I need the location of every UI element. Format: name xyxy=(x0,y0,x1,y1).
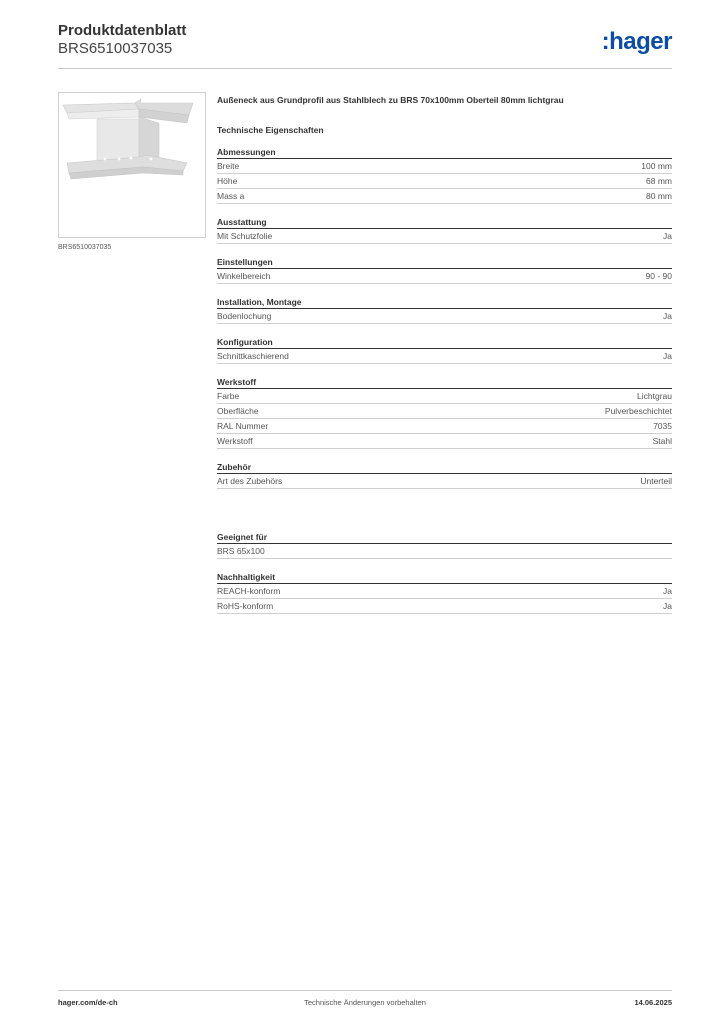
spec-group-title: Ausstattung xyxy=(217,216,672,229)
spec-label: Art des Zubehörs xyxy=(217,476,283,486)
spec-value: Ja xyxy=(663,351,672,361)
spec-group-title: Einstellungen xyxy=(217,256,672,269)
spec-label: Höhe xyxy=(217,176,238,186)
spec-value: Ja xyxy=(663,586,672,596)
product-image xyxy=(58,92,206,238)
spec-group xyxy=(217,296,672,324)
footer-divider xyxy=(58,990,672,991)
footer-website: hager.com/de-ch xyxy=(58,998,118,1007)
spec-value: Pulverbeschichtet xyxy=(604,406,672,416)
spec-value: Ja xyxy=(663,231,672,241)
spec-group-title: Geeignet für xyxy=(217,531,672,544)
footer-date: 14.06.2025 xyxy=(634,998,672,1007)
spec-row xyxy=(217,189,672,204)
spec-label: Farbe xyxy=(217,391,240,401)
spec-value: Stahl xyxy=(652,436,672,446)
product-title: Außeneck aus Grundprofil aus Stahlblech zu BRS 70x100mm Oberteil 80mm lichtgrau xyxy=(217,95,564,105)
spec-label: REACH-konform xyxy=(217,586,281,596)
section-spacer xyxy=(217,501,672,531)
spec-label: RoHS-konform xyxy=(217,601,274,611)
spec-row xyxy=(217,584,672,599)
spec-group xyxy=(217,216,672,244)
spec-group xyxy=(217,146,672,204)
spec-label: BRS 65x100 xyxy=(217,546,265,556)
spec-group xyxy=(217,531,672,559)
spec-label: RAL Nummer xyxy=(217,421,269,431)
spec-row xyxy=(217,349,672,364)
spec-group xyxy=(217,336,672,364)
spec-row xyxy=(217,419,672,434)
spec-row xyxy=(217,404,672,419)
spec-label: Mass a xyxy=(217,191,245,201)
spec-group-title: Nachhaltigkeit xyxy=(217,571,672,584)
spec-group xyxy=(217,256,672,284)
spec-value: Ja xyxy=(663,311,672,321)
document-subtitle: BRS6510037035 xyxy=(58,40,173,57)
spec-row xyxy=(217,474,672,489)
spec-row xyxy=(217,229,672,244)
hager-logo: :hager xyxy=(601,28,672,55)
spec-label: Breite xyxy=(217,161,240,171)
spec-group xyxy=(217,571,672,614)
spec-content xyxy=(217,94,672,626)
spec-value: Ja xyxy=(663,601,672,611)
header-divider xyxy=(58,68,672,69)
page-header xyxy=(58,22,672,58)
extra-spec-groups xyxy=(217,531,672,614)
spec-label: Werkstoff xyxy=(217,436,253,446)
spec-label: Winkelbereich xyxy=(217,271,271,281)
spec-row xyxy=(217,434,672,449)
spec-row xyxy=(217,159,672,174)
product-illustration xyxy=(59,93,205,237)
spec-value: 100 mm xyxy=(641,161,672,171)
spec-value: 7035 xyxy=(653,421,672,431)
spec-group-title: Werkstoff xyxy=(217,376,672,389)
image-caption: BRS6510037035 xyxy=(58,244,112,251)
spec-value: 90 - 90 xyxy=(645,271,672,281)
spec-value: Unterteil xyxy=(640,476,672,486)
footer-disclaimer: Technische Änderungen vorbehalten xyxy=(304,998,426,1007)
spec-label: Mit Schutzfolie xyxy=(217,231,273,241)
spec-group xyxy=(217,376,672,449)
spec-label: Bodenlochung xyxy=(217,311,272,321)
spec-group-title: Abmessungen xyxy=(217,146,672,159)
spec-row xyxy=(217,309,672,324)
spec-label: Schnittkaschierend xyxy=(217,351,289,361)
spec-row xyxy=(217,174,672,189)
spec-row xyxy=(217,599,672,614)
spec-row xyxy=(217,544,672,559)
spec-label: Oberfläche xyxy=(217,406,259,416)
spec-row xyxy=(217,389,672,404)
document-title: Produktdatenblatt xyxy=(58,22,187,39)
spec-group xyxy=(217,461,672,489)
spec-value: Lichtgrau xyxy=(637,391,672,401)
spec-group-title: Konfiguration xyxy=(217,336,672,349)
spec-value: 68 mm xyxy=(646,176,672,186)
spec-value: 80 mm xyxy=(646,191,672,201)
spec-groups xyxy=(217,146,672,489)
spec-group-title: Installation, Montage xyxy=(217,296,672,309)
logo-text: hager xyxy=(609,28,672,55)
spec-row xyxy=(217,269,672,284)
spec-group-title: Zubehör xyxy=(217,461,672,474)
tech-properties-heading: Technische Eigenschaften xyxy=(217,125,324,135)
